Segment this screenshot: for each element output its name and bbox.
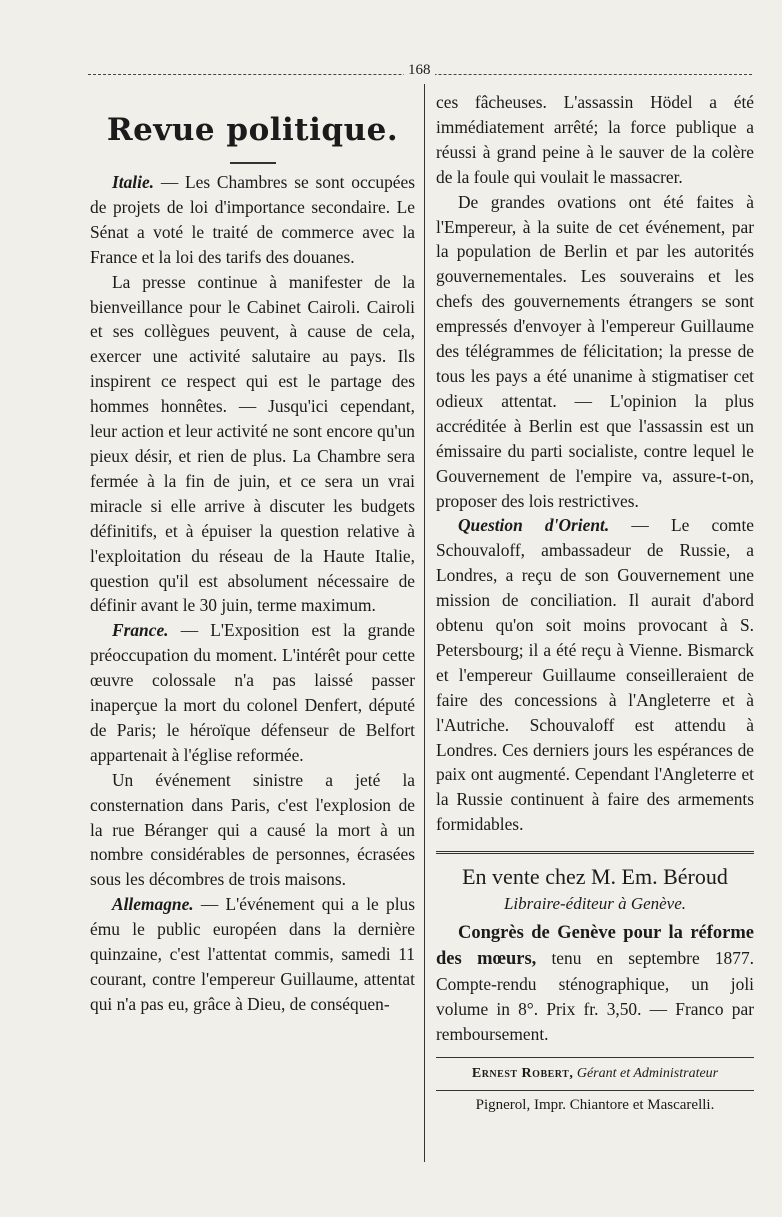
advert-rule: [436, 851, 754, 854]
advert-body: [436, 920, 754, 1047]
country-label-orient: Question d'Orient.: [458, 515, 610, 536]
country-label-france: France.: [112, 620, 169, 641]
left-column: [90, 112, 415, 1017]
page-number: 168: [404, 62, 435, 79]
italie-text-1: — Les Chambres se sont occupées de projets de loi d'importance secondaire. Le Sénat a voté le traité de commerce avec la France et la loi des tarifs des douanes.: [90, 172, 415, 267]
country-label-allemagne: Allemagne.: [112, 894, 194, 915]
paragraph-allemagne-1: [90, 892, 415, 1017]
france-text-1: — L'Exposition est la grande préoccupation du moment. L'intérêt pour cette œuvre colossale n'a pas laissé passer inaperçue la mort du colonel Denfert, député de Paris; le héroïque défenseur de Belfort appartenait à l'église reformée.: [90, 620, 415, 765]
advert-book-details: tenu en septembre 1877. Compte-rendu sténographique, un joli volume in 8°. Prix fr. 3,50. — Franco par remboursement.: [436, 948, 754, 1045]
title-rule: [230, 162, 276, 164]
column-divider: [424, 84, 425, 1162]
right-column: [436, 90, 754, 1114]
orient-text-1: — Le comte Schouvaloff, ambassadeur de Russie, a Londres, a reçu de son Gouvernement une mission de conciliation. Il aurait d'abord obtenu qu'on soit moins provocant à S. Petersbourg; il a été reçu à Vienne. Bismarck et l'empereur Guillaume conseilleraient de faire des concessions à l'Angleterre et à l'Autriche. Schouvaloff est attendu à Londres. Ces derniers jours les espérances de paix ont augmenté. Cependant l'Angleterre et la Russie continuent à faire des armements formidables.: [436, 515, 754, 835]
paragraph-france-1: [90, 618, 415, 767]
paragraph-france-2: Un événement sinistre a jeté la consternation dans Paris, c'est l'explosion de la rue Béranger qui a causé la mort à un nombre considérables de personnes, écrasées sous les décombres de trois maisons.: [90, 769, 415, 890]
advert-heading: En vente chez M. Em. Béroud: [462, 864, 728, 890]
advert-book-title: Congrès de Genève pour la réforme des mœurs,: [436, 923, 754, 970]
editor-name: Ernest Robert,: [471, 1066, 574, 1082]
printer-credit: Pignerol, Impr. Chiantore et Mascarelli.: [475, 1097, 715, 1114]
country-label-italie: Italie.: [112, 172, 155, 192]
paragraph-allemagne-2: De grandes ovations ont été faites à l'Empereur, à la suite de cet événement, par la population de Berlin et par les autorités gouvernementales. Les souverains et les chefs des gouvernements étrangers se sont empressés d'envoyer à l'empereur Guillaume des télégrammes de félicitation; la presse de tous les pays a été unanime à stigmatiser cet odieux attentat. — L'opinion la plus accréditée à Berlin est que l'assassin est un émissaire du parti socialiste, contre lequel le Gouvernement de l'empire va, assure-t-on, proposer des lois restrictives.: [436, 191, 754, 511]
editor-role: Gérant et Administrateur: [576, 1066, 719, 1082]
printer-rule: [436, 1090, 754, 1091]
paragraph-allemagne-cont: ces fâcheuses. L'assassin Hödel a été immédiatement arrêté; la force publique a réussi à grand peine à le sauver de la colère de la foule qui voulait le massacrer.: [436, 92, 754, 187]
paragraph-italie-1: [90, 170, 415, 270]
section-title: Revue politique.: [106, 112, 399, 148]
footer-rule: [436, 1057, 754, 1058]
paragraph-orient-1: [436, 513, 754, 837]
advert-subheading: Libraire-éditeur à Genève.: [503, 894, 687, 914]
allemagne-text-1: — L'événement qui a le plus ému le public européen dans la dernière quinzaine, c'est l'attentat commis, samedi 11 courant, contre l'empereur Guillaume, attentat qui n'a pas eu, grâce à Dieu, de conséquen-: [90, 894, 415, 1014]
editor-credit: [436, 1066, 754, 1082]
paragraph-italie-2: La presse continue à manifester de la bienveillance pour le Cabinet Cairoli. Cairoli et ses collègues peuvent, à cause de cela, exercer une activité salutaire au pays. Ils inspirent ce respect qui est le partage des hommes honnêtes. — Jusqu'ici cependant, leur action et leur activité ne sont encore qu'un pieux désir, et rien de plus. La Chambre sera fermée à la fin de juin, et ce sera un vrai miracle si elle arrive à discuter les budgets définitifs, et à épuiser la question relative à l'exploitation du réseau de la Haute Italie, question qu'il est absolument nécessaire de définir avant le 30 juin, terme maximum.: [90, 271, 415, 616]
